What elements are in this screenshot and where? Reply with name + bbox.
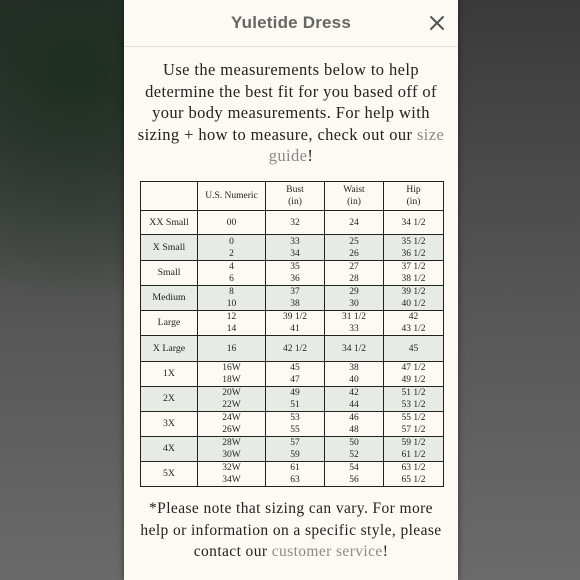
header-hip: Hip (in) (384, 182, 444, 211)
intro-body: Use the measurements below to help determine the best fit for you based off of your body measurements. For help with sizing + how to measure, check out our (137, 60, 437, 144)
cell-numeric (198, 311, 266, 336)
size-label: 5X (141, 462, 198, 487)
header-us-numeric: U.S. Numeric (198, 182, 266, 211)
cell-value: 61 1/2 (401, 450, 426, 460)
cell-value: 18W (222, 375, 241, 385)
cell-bust (266, 235, 325, 261)
size-label: Small (141, 261, 198, 286)
cell-value: 22W (222, 400, 241, 410)
cell-value: 53 (290, 413, 300, 423)
intro-text (136, 59, 446, 167)
cell-value: 50 (349, 438, 359, 448)
cell-value: 16W (222, 363, 241, 373)
cell-value: 63 1/2 (401, 463, 426, 473)
cell-hip (384, 387, 444, 412)
cell-value: 45 (290, 363, 300, 373)
cell-hip (384, 336, 444, 362)
cell-value: 42 (349, 388, 359, 398)
cell-value: 6 (229, 274, 234, 284)
cell-value: 30W (222, 450, 241, 460)
sizing-note (136, 498, 446, 563)
cell-waist (325, 286, 384, 311)
cell-value: 25 (349, 236, 359, 247)
close-button[interactable] (424, 10, 450, 36)
cell-numeric (198, 362, 266, 387)
cell-value: 36 (290, 274, 300, 284)
cell-waist (325, 261, 384, 286)
cell-value: 57 (290, 438, 300, 448)
cell-numeric (198, 412, 266, 437)
cell-hip (384, 412, 444, 437)
table-row (141, 211, 444, 235)
cell-bust (266, 336, 325, 362)
cell-value: 48 (349, 425, 359, 435)
size-label: X Small (141, 235, 198, 261)
cell-numeric (198, 261, 266, 286)
cell-bust (266, 387, 325, 412)
cell-value: 40 (349, 375, 359, 385)
customer-service-link[interactable]: customer service (271, 543, 383, 560)
size-chart-body (141, 211, 444, 487)
cell-numeric (198, 336, 266, 362)
table-row (141, 462, 444, 487)
table-row (141, 362, 444, 387)
cell-value: 00 (226, 217, 237, 228)
size-label: 1X (141, 362, 198, 387)
cell-waist (325, 235, 384, 261)
cell-value: 2 (229, 248, 234, 259)
table-row (141, 311, 444, 336)
note-body: *Please note that sizing can vary. For more help or information on a specific style, please contact our (140, 500, 442, 560)
size-chart-modal (124, 0, 458, 580)
table-row (141, 235, 444, 261)
cell-value: 49 (290, 388, 300, 398)
cell-value: 33 (349, 324, 359, 334)
cell-bust (266, 437, 325, 462)
cell-value: 39 1/2 (401, 287, 426, 297)
cell-value: 28 (349, 274, 359, 284)
cell-value: 43 1/2 (401, 324, 426, 334)
size-guide-link[interactable]: size guide (268, 124, 445, 166)
close-icon (424, 10, 450, 36)
cell-hip (384, 261, 444, 286)
cell-value: 55 (290, 425, 300, 435)
size-label: 3X (141, 412, 198, 437)
header-waist: Waist (in) (325, 182, 384, 211)
background-photo-left (0, 0, 124, 580)
cell-value: 34 (290, 248, 300, 259)
cell-hip (384, 462, 444, 487)
size-label: Medium (141, 286, 198, 311)
cell-value: 24 (349, 217, 359, 228)
cell-value: 51 1/2 (401, 388, 426, 398)
cell-value: 4 (229, 262, 234, 272)
cell-numeric (198, 437, 266, 462)
cell-hip (384, 437, 444, 462)
size-chart-table (140, 181, 444, 487)
cell-value: 34 1/2 (341, 343, 366, 354)
cell-value: 51 (290, 400, 300, 410)
cell-value: 26W (222, 425, 241, 435)
table-row (141, 261, 444, 286)
cell-value: 56 (349, 475, 359, 485)
table-row (141, 286, 444, 311)
cell-value: 38 (290, 299, 300, 309)
cell-value: 28W (222, 438, 241, 448)
cell-value: 40 1/2 (401, 299, 426, 309)
cell-waist (325, 362, 384, 387)
size-label: 4X (141, 437, 198, 462)
cell-value: 42 (408, 312, 419, 322)
cell-waist (325, 387, 384, 412)
cell-value: 34 1/2 (401, 217, 426, 228)
cell-value: 16 (226, 343, 237, 354)
cell-value: 32W (222, 463, 241, 473)
cell-value: 59 (290, 450, 300, 460)
cell-value: 12 (226, 312, 237, 322)
cell-waist (325, 437, 384, 462)
cell-value: 32 (290, 217, 300, 228)
cell-value: 41 (290, 324, 300, 334)
cell-value: 33 (290, 236, 300, 247)
cell-value: 0 (229, 236, 234, 247)
modal-title: Yuletide Dress (231, 13, 351, 32)
table-row (141, 387, 444, 412)
cell-value: 35 (290, 262, 300, 272)
background-photo-right (458, 0, 580, 580)
cell-value: 29 (349, 287, 359, 297)
cell-value: 65 1/2 (401, 475, 426, 485)
cell-value: 54 (349, 463, 359, 473)
cell-value: 26 (349, 248, 359, 259)
cell-value: 20W (222, 388, 241, 398)
cell-numeric (198, 387, 266, 412)
cell-hip (384, 311, 444, 336)
table-header-row (141, 182, 444, 211)
cell-waist (325, 211, 384, 235)
cell-value: 31 1/2 (341, 312, 366, 322)
table-row (141, 412, 444, 437)
cell-numeric (198, 211, 266, 235)
cell-value: 30 (349, 299, 359, 309)
cell-value: 53 1/2 (401, 400, 426, 410)
size-label: 2X (141, 387, 198, 412)
header-bust: Bust (in) (266, 182, 325, 211)
cell-value: 27 (349, 262, 359, 272)
cell-value: 49 1/2 (401, 375, 426, 385)
cell-bust (266, 462, 325, 487)
cell-value: 45 (408, 343, 419, 354)
cell-value: 10 (226, 299, 237, 309)
cell-value: 63 (290, 475, 300, 485)
cell-bust (266, 412, 325, 437)
cell-numeric (198, 286, 266, 311)
cell-value: 47 1/2 (401, 363, 426, 373)
cell-bust (266, 362, 325, 387)
cell-value: 57 1/2 (401, 425, 426, 435)
cell-waist (325, 462, 384, 487)
cell-value: 46 (349, 413, 359, 423)
table-row (141, 336, 444, 362)
cell-value: 38 (349, 363, 359, 373)
cell-value: 61 (290, 463, 300, 473)
cell-value: 14 (226, 324, 237, 334)
cell-hip (384, 211, 444, 235)
cell-value: 34W (222, 475, 241, 485)
cell-bust (266, 211, 325, 235)
cell-value: 59 1/2 (401, 438, 426, 448)
cell-value: 42 1/2 (282, 343, 307, 354)
cell-hip (384, 362, 444, 387)
intro-end: ! (307, 146, 314, 166)
size-label: Large (141, 311, 198, 336)
cell-value: 39 1/2 (282, 312, 307, 322)
cell-value: 38 1/2 (401, 274, 426, 284)
cell-bust (266, 286, 325, 311)
cell-numeric (198, 462, 266, 487)
cell-value: 35 1/2 (401, 236, 426, 247)
cell-waist (325, 311, 384, 336)
cell-value: 47 (290, 375, 300, 385)
size-label: X Large (141, 336, 198, 362)
cell-numeric (198, 235, 266, 261)
modal-header (124, 0, 458, 47)
header-size (141, 182, 198, 211)
cell-value: 52 (349, 450, 359, 460)
cell-value: 36 1/2 (401, 248, 426, 259)
cell-waist (325, 412, 384, 437)
cell-value: 8 (229, 287, 234, 297)
cell-value: 55 1/2 (401, 413, 426, 423)
cell-value: 44 (349, 400, 359, 410)
table-row (141, 437, 444, 462)
size-label: XX Small (141, 211, 198, 235)
cell-bust (266, 311, 325, 336)
cell-waist (325, 336, 384, 362)
cell-hip (384, 286, 444, 311)
cell-value: 24W (222, 413, 241, 423)
cell-value: 37 1/2 (401, 262, 426, 272)
cell-value: 37 (290, 287, 300, 297)
note-end: ! (382, 543, 389, 560)
cell-hip (384, 235, 444, 261)
cell-bust (266, 261, 325, 286)
